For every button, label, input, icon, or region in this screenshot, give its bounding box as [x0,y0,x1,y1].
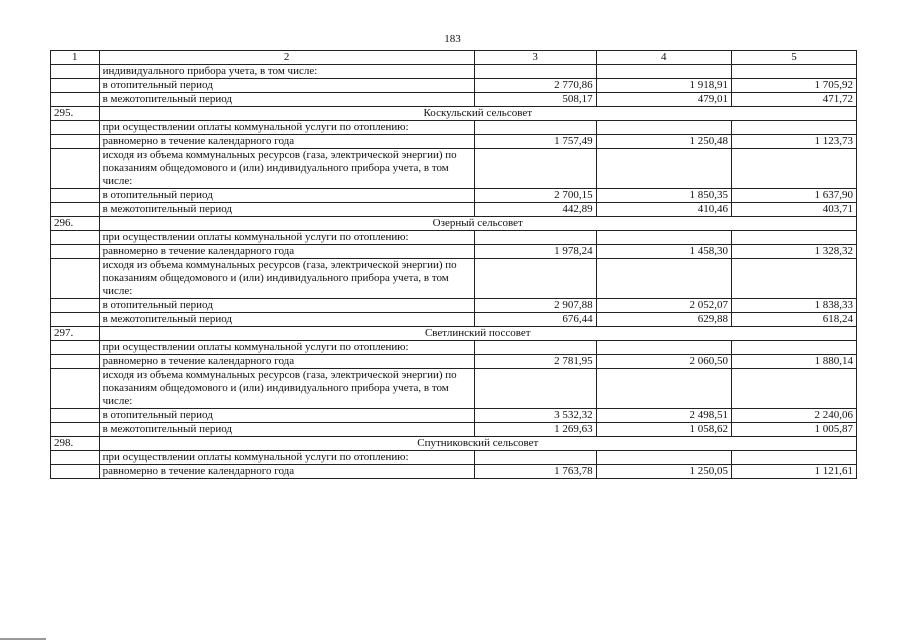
table-row [51,79,857,93]
value-col-5 [731,121,856,135]
value-col-3 [474,259,596,299]
value-col-5: 1 121,61 [731,465,856,479]
row-number-cell [51,465,100,479]
table-row [51,65,857,79]
value-col-4: 479,01 [596,93,731,107]
row-label: при осуществлении оплаты коммунальной услуги по отоплению: [99,451,474,465]
table-row [51,121,857,135]
row-number-cell [51,423,100,437]
row-number-cell [51,65,100,79]
value-col-3: 1 269,63 [474,423,596,437]
section-header-row [51,327,857,341]
value-col-3: 508,17 [474,93,596,107]
row-number-cell [51,135,100,149]
value-col-4: 1 918,91 [596,79,731,93]
row-number-cell [51,245,100,259]
row-number-cell [51,409,100,423]
value-col-4 [596,65,731,79]
value-col-5 [731,149,856,189]
column-header-row [51,51,857,65]
value-col-4: 1 250,48 [596,135,731,149]
section-header-row [51,437,857,451]
value-col-4 [596,259,731,299]
row-label: при осуществлении оплаты коммунальной услуги по отоплению: [99,341,474,355]
column-header-5: 5 [731,51,856,65]
table-row [51,299,857,313]
table-body [51,51,857,479]
section-title: Светлинский поссовет [99,327,856,341]
table-row [51,369,857,409]
row-label: в отопительный период [99,409,474,423]
column-header-2: 2 [99,51,474,65]
row-label: в отопительный период [99,79,474,93]
section-number: 296. [51,217,100,231]
value-col-5: 1 328,32 [731,245,856,259]
table-row [51,355,857,369]
row-label: равномерно в течение календарного года [99,245,474,259]
value-col-4 [596,121,731,135]
value-col-3: 442,89 [474,203,596,217]
row-label: в межотопительный период [99,313,474,327]
value-col-5: 2 240,06 [731,409,856,423]
row-number-cell [51,341,100,355]
value-col-4: 1 058,62 [596,423,731,437]
tariff-table [50,50,857,479]
value-col-5: 618,24 [731,313,856,327]
column-header-3: 3 [474,51,596,65]
table-row [51,189,857,203]
row-label: индивидуального прибора учета, в том числе: [99,65,474,79]
row-number-cell [51,79,100,93]
value-col-3: 676,44 [474,313,596,327]
table-row [51,135,857,149]
value-col-5 [731,231,856,245]
table-row [51,409,857,423]
table-row [51,149,857,189]
table-row [51,341,857,355]
value-col-5 [731,341,856,355]
row-number-cell [51,299,100,313]
value-col-4: 2 060,50 [596,355,731,369]
row-number-cell [51,451,100,465]
section-title: Коскульский сельсовет [99,107,856,121]
value-col-5: 471,72 [731,93,856,107]
section-number: 298. [51,437,100,451]
table-row [51,203,857,217]
value-col-3 [474,149,596,189]
value-col-3: 1 978,24 [474,245,596,259]
row-label: исходя из объема коммунальных ресурсов (газа, электрической энергии) по показаниям общедомового и (или) индивидуального прибора учета, в том числе: [99,259,474,299]
row-number-cell [51,231,100,245]
value-col-5 [731,451,856,465]
value-col-5 [731,259,856,299]
value-col-4 [596,341,731,355]
value-col-3 [474,121,596,135]
value-col-3: 2 907,88 [474,299,596,313]
table-row [51,93,857,107]
table-row [51,245,857,259]
value-col-5 [731,65,856,79]
value-col-4: 629,88 [596,313,731,327]
row-number-cell [51,149,100,189]
column-header-1: 1 [51,51,100,65]
value-col-5: 1 005,87 [731,423,856,437]
value-col-4: 410,46 [596,203,731,217]
section-title: Спутниковский сельсовет [99,437,856,451]
row-number-cell [51,369,100,409]
row-label: при осуществлении оплаты коммунальной услуги по отоплению: [99,121,474,135]
section-title: Озерный сельсовет [99,217,856,231]
value-col-5: 1 838,33 [731,299,856,313]
value-col-3: 3 532,32 [474,409,596,423]
value-col-5: 1 880,14 [731,355,856,369]
table-row [51,313,857,327]
section-number: 297. [51,327,100,341]
table-row [51,231,857,245]
value-col-4 [596,231,731,245]
value-col-3 [474,231,596,245]
value-col-4 [596,149,731,189]
value-col-3 [474,369,596,409]
value-col-4 [596,369,731,409]
value-col-3 [474,65,596,79]
row-number-cell [51,189,100,203]
value-col-4: 1 850,35 [596,189,731,203]
table-row [51,451,857,465]
value-col-5: 1 705,92 [731,79,856,93]
row-number-cell [51,313,100,327]
row-label: исходя из объема коммунальных ресурсов (газа, электрической энергии) по показаниям общедомового и (или) индивидуального прибора учета, в том числе: [99,369,474,409]
row-label: в межотопительный период [99,203,474,217]
value-col-4: 1 250,05 [596,465,731,479]
value-col-4: 1 458,30 [596,245,731,259]
section-header-row [51,217,857,231]
row-label: равномерно в течение календарного года [99,465,474,479]
value-col-3: 2 700,15 [474,189,596,203]
row-label: исходя из объема коммунальных ресурсов (газа, электрической энергии) по показаниям общедомового и (или) индивидуального прибора учета, в том числе: [99,149,474,189]
row-number-cell [51,203,100,217]
value-col-4: 2 052,07 [596,299,731,313]
value-col-3: 1 757,49 [474,135,596,149]
row-label: в межотопительный период [99,93,474,107]
row-label: при осуществлении оплаты коммунальной услуги по отоплению: [99,231,474,245]
row-number-cell [51,121,100,135]
column-header-4: 4 [596,51,731,65]
row-label: в отопительный период [99,189,474,203]
row-label: в отопительный период [99,299,474,313]
value-col-4 [596,451,731,465]
section-number: 295. [51,107,100,121]
value-col-3 [474,451,596,465]
row-number-cell [51,355,100,369]
row-label: в межотопительный период [99,423,474,437]
value-col-3: 2 781,95 [474,355,596,369]
row-number-cell [51,259,100,299]
value-col-4: 2 498,51 [596,409,731,423]
table-row [51,465,857,479]
page-number: 183 [444,33,461,45]
value-col-5: 403,71 [731,203,856,217]
value-col-3: 2 770,86 [474,79,596,93]
table-row [51,423,857,437]
section-header-row [51,107,857,121]
row-number-cell [51,93,100,107]
value-col-5: 1 123,73 [731,135,856,149]
value-col-3 [474,341,596,355]
value-col-5 [731,369,856,409]
value-col-5: 1 637,90 [731,189,856,203]
table-row [51,259,857,299]
row-label: равномерно в течение календарного года [99,135,474,149]
row-label: равномерно в течение календарного года [99,355,474,369]
value-col-3: 1 763,78 [474,465,596,479]
